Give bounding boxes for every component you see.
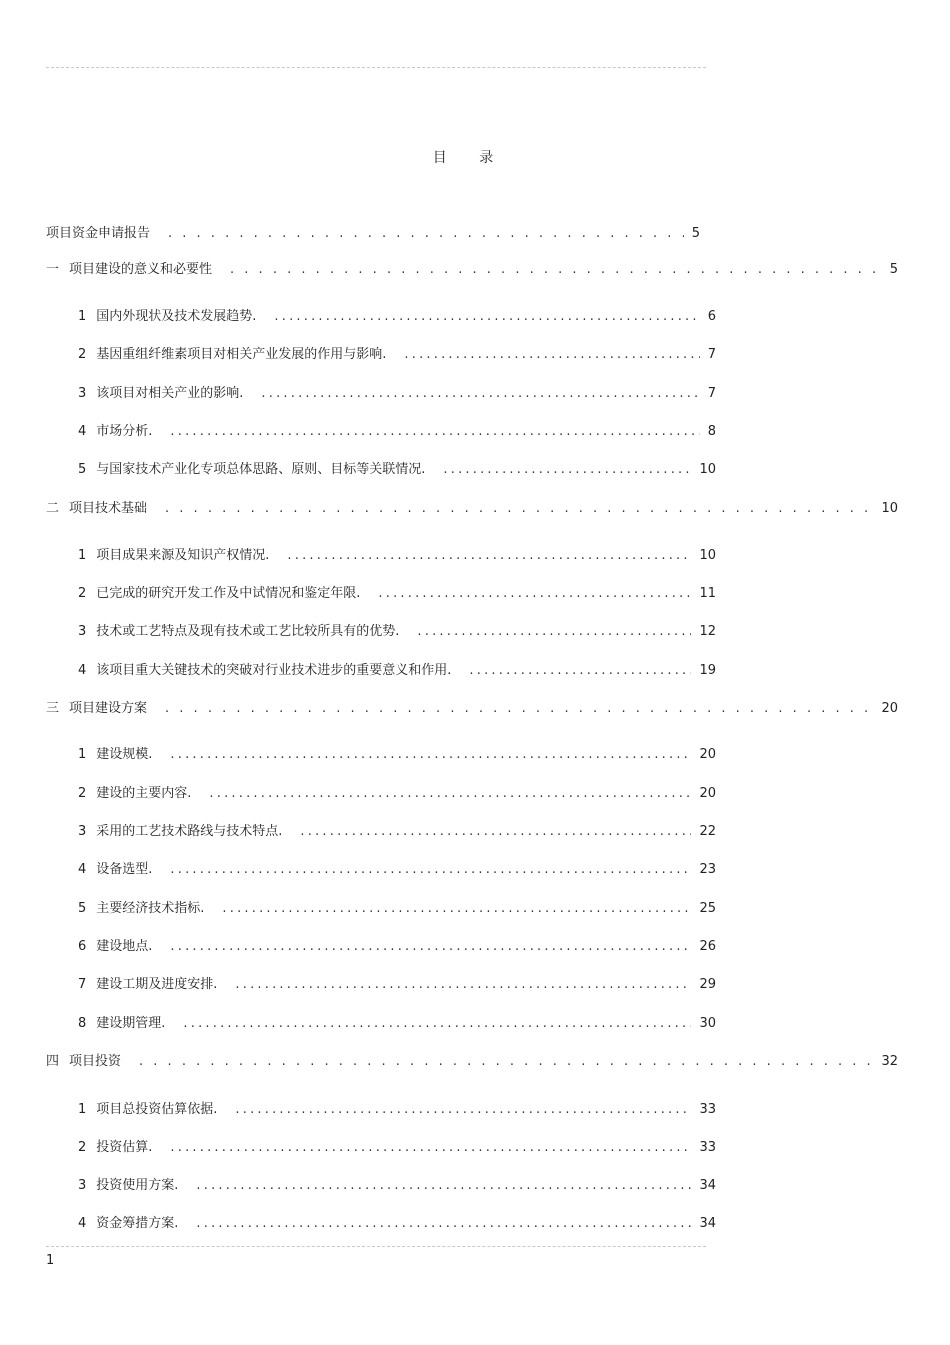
toc-entry[interactable] — [78, 1139, 716, 1157]
toc-number: 2 — [78, 347, 87, 362]
toc-page: 11 — [699, 586, 716, 601]
toc-leader-dots — [170, 938, 691, 956]
toc-label: 项目投资 — [69, 1054, 122, 1069]
toc-entry[interactable] — [78, 861, 716, 879]
toc-page: 20 — [881, 701, 898, 716]
toc-label: 建设的主要内容. — [96, 786, 192, 801]
toc-page: 10 — [699, 462, 716, 477]
toc-number: 2 — [78, 586, 87, 601]
toc-label: 项目建设的意义和必要性 — [69, 262, 213, 277]
toc-label: 采用的工艺技术路线与技术特点. — [96, 824, 283, 839]
toc-page: 33 — [699, 1140, 716, 1155]
toc-label: 主要经济技术指标. — [96, 901, 205, 916]
toc-label: 项目成果来源及知识产权情况. — [96, 548, 270, 563]
toc-entry[interactable] — [46, 261, 898, 279]
toc-leader-dots — [209, 785, 691, 803]
toc-page: 20 — [699, 747, 716, 762]
toc-leader-dots — [235, 1101, 691, 1119]
toc-label: 该项目重大关键技术的突破对行业技术进步的重要意义和作用. — [96, 663, 452, 678]
toc-label: 市场分析. — [96, 424, 153, 439]
toc-leader-dots — [170, 746, 691, 764]
toc-page: 10 — [881, 501, 898, 516]
toc-label: 项目建设方案 — [69, 701, 148, 716]
toc-leader-dots — [165, 500, 873, 518]
toc-page: 10 — [699, 548, 716, 563]
toc-leader-dots — [170, 861, 691, 879]
toc-number: 2 — [78, 1140, 87, 1155]
toc-number: 6 — [78, 939, 87, 954]
toc-leader-dots — [274, 308, 699, 326]
toc-leader-dots — [404, 346, 699, 364]
toc-page: 33 — [699, 1102, 716, 1117]
toc-leader-dots — [287, 547, 691, 565]
toc-leader-dots — [196, 1215, 691, 1233]
toc-page: 25 — [699, 901, 716, 916]
toc-number: 3 — [78, 824, 87, 839]
toc-leader-dots — [417, 623, 691, 641]
toc-entry[interactable] — [78, 385, 716, 403]
toc-page: 8 — [707, 424, 716, 439]
toc-number: 4 — [78, 663, 87, 678]
toc-number: 1 — [78, 1102, 87, 1117]
toc-label: 建设工期及进度安排. — [96, 977, 218, 992]
toc-leader-dots — [261, 385, 699, 403]
toc-number: 3 — [78, 624, 87, 639]
toc-entry[interactable] — [78, 423, 716, 441]
toc-entry[interactable] — [46, 225, 700, 243]
toc-label: 投资估算. — [96, 1140, 153, 1155]
toc-number: 1 — [78, 309, 87, 324]
toc-entry[interactable] — [78, 1101, 716, 1119]
toc-label: 已完成的研究开发工作及中试情况和鉴定年限. — [96, 586, 361, 601]
toc-entry[interactable] — [78, 1215, 716, 1233]
toc-entry[interactable] — [78, 823, 716, 841]
toc-entry[interactable] — [78, 547, 716, 565]
toc-page: 12 — [699, 624, 716, 639]
toc-leader-dots — [300, 823, 691, 841]
toc-entry[interactable] — [78, 900, 716, 918]
toc-label: 设备选型. — [96, 862, 153, 877]
toc-number: 8 — [78, 1016, 87, 1031]
toc-label: 资金筹措方案. — [96, 1216, 179, 1231]
toc-number: 2 — [78, 786, 87, 801]
toc-leader-dots — [235, 976, 691, 994]
toc-number: 1 — [78, 747, 87, 762]
toc-number: 三 — [46, 701, 60, 716]
toc-entry[interactable] — [46, 700, 898, 718]
toc-number: 3 — [78, 1178, 87, 1193]
toc-page: 23 — [699, 862, 716, 877]
toc-number: 4 — [78, 424, 87, 439]
toc-page: 32 — [881, 1054, 898, 1069]
toc-page: 34 — [699, 1216, 716, 1231]
toc-label: 建设期管理. — [96, 1016, 166, 1031]
toc-number: 一 — [46, 262, 60, 277]
toc-leader-dots — [378, 585, 691, 603]
toc-leader-dots — [183, 1015, 691, 1033]
toc-leader-dots — [170, 1139, 691, 1157]
toc-entry[interactable] — [78, 1015, 716, 1033]
toc-leader-dots — [230, 261, 882, 279]
toc-label: 技术或工艺特点及现有技术或工艺比较所具有的优势. — [96, 624, 400, 639]
toc-label: 国内外现状及技术发展趋势. — [96, 309, 257, 324]
toc-label: 建设规模. — [96, 747, 153, 762]
toc-leader-dots — [165, 700, 873, 718]
toc-page: 5 — [889, 262, 898, 277]
toc-leader-dots — [168, 225, 684, 243]
page-number: 1 — [46, 1253, 55, 1268]
toc-entry[interactable] — [78, 976, 716, 994]
toc-leader-dots — [196, 1177, 691, 1195]
toc-page: 34 — [699, 1178, 716, 1193]
toc-page: 20 — [699, 786, 716, 801]
toc-entry[interactable] — [78, 938, 716, 956]
toc-leader-dots — [170, 423, 699, 441]
toc-entry[interactable] — [78, 308, 716, 326]
toc-entry[interactable] — [78, 461, 716, 479]
toc-page: 7 — [707, 386, 716, 401]
toc-label: 项目资金申请报告 — [46, 226, 151, 241]
toc-number: 四 — [46, 1054, 60, 1069]
bottom-dashed-rule — [46, 1246, 706, 1247]
toc-entry[interactable] — [78, 585, 716, 603]
toc-entry[interactable] — [78, 785, 716, 803]
toc-page: 22 — [699, 824, 716, 839]
toc-entry[interactable] — [78, 746, 716, 764]
toc-number: 1 — [78, 548, 87, 563]
toc-label: 建设地点. — [96, 939, 153, 954]
toc-leader-dots — [139, 1053, 873, 1071]
toc-page: 30 — [699, 1016, 716, 1031]
toc-number: 4 — [78, 1216, 87, 1231]
toc-leader-dots — [443, 461, 691, 479]
toc-label: 项目总投资估算依据. — [96, 1102, 218, 1117]
toc-label: 该项目对相关产业的影响. — [96, 386, 244, 401]
toc-entry[interactable] — [46, 500, 898, 518]
toc-entry[interactable] — [78, 662, 716, 680]
toc-page: 26 — [699, 939, 716, 954]
toc-page: 6 — [707, 309, 716, 324]
toc-number: 5 — [78, 462, 87, 477]
toc-title: 目 录 — [432, 150, 508, 166]
toc-page: 7 — [707, 347, 716, 362]
toc-label: 项目技术基础 — [69, 501, 148, 516]
toc-label: 基因重组纤维素项目对相关产业发展的作用与影响. — [96, 347, 387, 362]
toc-page: 19 — [699, 663, 716, 678]
toc-page: 29 — [699, 977, 716, 992]
toc-entry[interactable] — [78, 623, 716, 641]
toc-label: 投资使用方案. — [96, 1178, 179, 1193]
toc-entry[interactable] — [78, 346, 716, 364]
toc-number: 3 — [78, 386, 87, 401]
toc-number: 二 — [46, 501, 60, 516]
toc-entry[interactable] — [78, 1177, 716, 1195]
toc-entry[interactable] — [46, 1053, 898, 1071]
toc-number: 5 — [78, 901, 87, 916]
toc-leader-dots — [469, 662, 691, 680]
toc-page: 5 — [691, 226, 700, 241]
toc-leader-dots — [222, 900, 691, 918]
toc-label: 与国家技术产业化专项总体思路、原则、目标等关联情况. — [96, 462, 426, 477]
toc-number: 4 — [78, 862, 87, 877]
toc-number: 7 — [78, 977, 87, 992]
